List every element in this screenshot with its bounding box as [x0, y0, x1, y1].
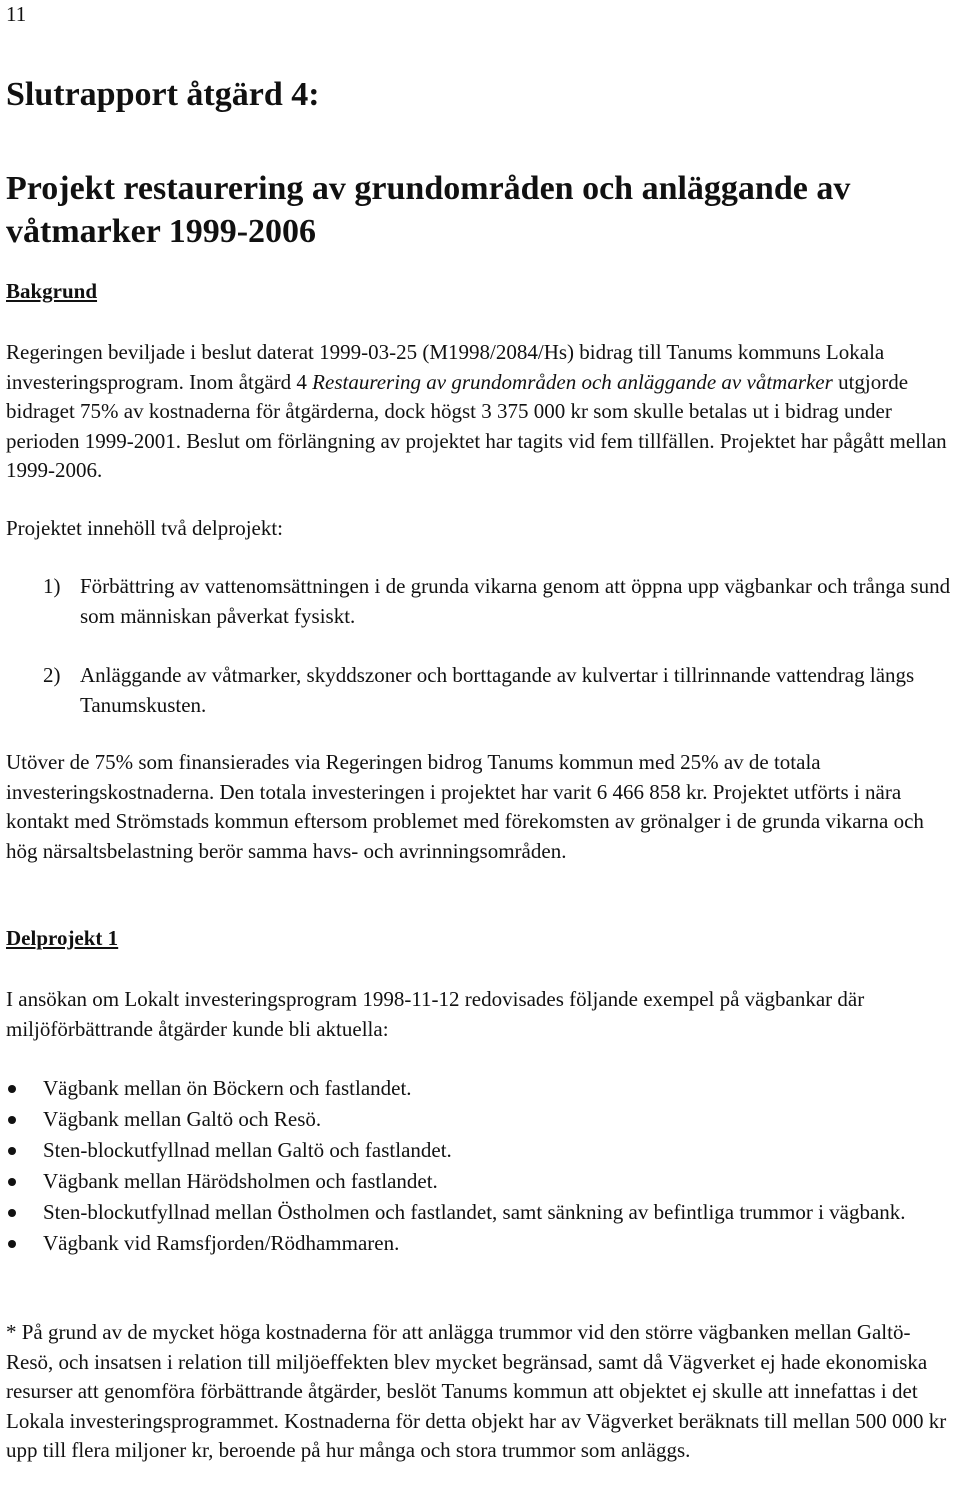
footnote-paragraph: * På grund av de mycket höga kostnaderna för att anlägga trummor vid den större vägbanken mellan Galtö-Resö, och insatsen i relation till miljöeffekten blev mycket begränsad, samt då Vägverket ej hade ekonomiska resurser att genomföra förbättrande åtgärder, beslöt Tanums kommun att objektet ej skulle att innefattas i det Lokala investeringsprogrammet. Kostnaderna för detta objekt har av Vägverket beräknats till mellan 500 000 kr upp till flera miljoner kr, beroende på hur många och stora trummor som anläggs.	[6, 1320, 947, 1462]
subproject-number: 1)	[43, 574, 61, 598]
bullet-icon	[8, 1209, 16, 1217]
bullet-icon	[8, 1178, 16, 1186]
subproject-text: Förbättring av vattenomsättningen i de grunda vikarna genom att öppna upp vägbankar och trånga sund som människan påverkat fysiskt.	[80, 574, 951, 628]
list-item-text: Vägbank mellan Härödsholmen och fastlandet.	[43, 1169, 438, 1193]
road-bank-list	[6, 1073, 954, 1259]
list-item	[6, 1104, 954, 1135]
delprojekt-1-intro: I ansökan om Lokalt investeringsprogram 1998-11-12 redovisades följande exempel på vägbankar där miljöförbättrande åtgärder kunde bli aktuella:	[6, 987, 865, 1041]
financing-paragraph: Utöver de 75% som finansierades via Regeringen bidrog Tanums kommun med 25% av de totala investeringskostnaderna. Den totala investeringen i projektet har varit 6 466 858 kr. Projektet utförts i nära kontakt med Strömstads kommun eftersom problemet med förekomsten av grönalger i de grunda vikarna och hög närsaltsbelastning berör samma havs- och avrinningsområden.	[6, 750, 924, 863]
background-paragraph	[6, 338, 954, 486]
subproject-item	[6, 661, 954, 720]
subproject-number: 2)	[43, 663, 61, 687]
list-item	[6, 1166, 954, 1197]
bullet-icon	[8, 1116, 16, 1124]
subproject-list	[6, 572, 954, 720]
subproject-text: Anläggande av våtmarker, skyddszoner och borttagande av kulvertar i tillrinnande vattendrag längs Tanumskusten.	[80, 663, 915, 717]
background-text-start: Regeringen beviljade i beslut daterat 1999-03-25 (M1998/2084/Hs) bidrag till Tanums kommuns Lokala investeringsprogram. Inom åtgärd 4	[6, 340, 885, 394]
list-item-text: Vägbank vid Ramsfjorden/Rödhammaren.	[43, 1231, 400, 1255]
list-item	[6, 1228, 954, 1259]
background-measure-name: Restaurering av grundområden och anläggande av våtmarker	[312, 369, 833, 394]
bullet-icon	[8, 1240, 16, 1248]
section-heading-bakgrund: Bakgrund	[6, 279, 98, 303]
list-item	[6, 1197, 954, 1228]
page-title: Slutrapport åtgärd 4:	[6, 76, 320, 113]
list-item-text: Vägbank mellan Galtö och Resö.	[43, 1107, 322, 1131]
bullet-icon	[8, 1147, 16, 1155]
document-subtitle: Projekt restaurering av grundområden och anläggande av våtmarker 1999-2006	[6, 170, 851, 250]
list-item	[6, 1135, 954, 1166]
subproject-item	[6, 572, 954, 631]
background-text-end: utgjorde bidraget 75% av kostnaderna för åtgärderna, dock högst 3 375 000 kr som skulle betalas ut i bidrag under perioden 1999-2001. Beslut om förlängning av projektet har tagits vid fem tillfällen. Projektet har pågått mellan 1999-2006.	[6, 369, 947, 482]
list-item	[6, 1073, 954, 1104]
list-item-text: Sten-blockutfyllnad mellan Galtö och fastlandet.	[43, 1138, 452, 1162]
list-item-text: Vägbank mellan ön Böckern och fastlandet.	[43, 1076, 412, 1100]
page-number: 11	[6, 2, 27, 26]
list-item-text: Sten-blockutfyllnad mellan Östholmen och fastlandet, samt sänkning av befintliga trummor i vägbank.	[43, 1200, 906, 1224]
bullet-icon	[8, 1085, 16, 1093]
section-heading-delprojekt-1: Delprojekt 1	[6, 926, 119, 950]
subprojects-intro: Projektet innehöll två delprojekt:	[6, 516, 284, 540]
